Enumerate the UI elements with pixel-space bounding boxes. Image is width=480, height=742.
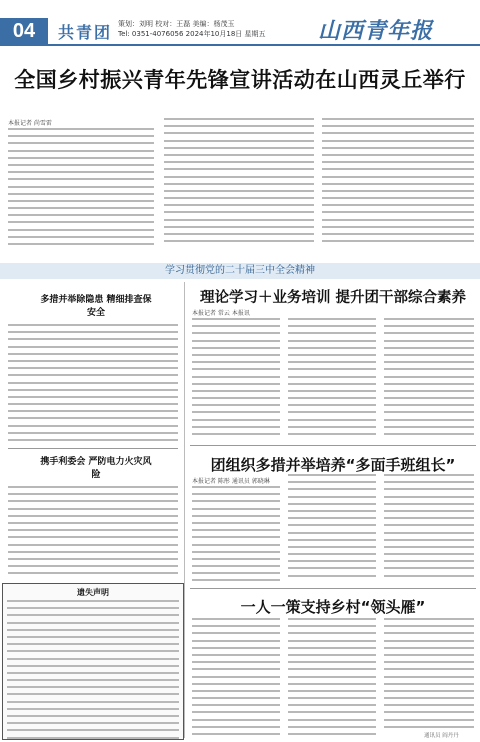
story2-text bbox=[8, 486, 178, 576]
story2-title: 携手利委会 严防电力火灾风险 bbox=[40, 457, 152, 480]
bottom-text-col-2 bbox=[288, 618, 376, 736]
column-divider bbox=[184, 282, 185, 738]
theory-text-col-3 bbox=[384, 318, 474, 440]
bottom-text-col-3 bbox=[384, 618, 474, 728]
lead-text-col-3 bbox=[322, 118, 474, 246]
header-divider bbox=[0, 44, 480, 46]
lead-text-col-1 bbox=[8, 128, 154, 246]
theory-text-col-1 bbox=[192, 318, 280, 440]
theory-headline: 理论学习＋业务培训 提升团干部综合素养 bbox=[199, 290, 467, 306]
notice-title: 遗失声明 bbox=[77, 588, 109, 597]
masthead bbox=[0, 0, 480, 44]
story1-text bbox=[8, 324, 178, 442]
page-number: 04 bbox=[0, 18, 48, 44]
mid-text-col-3 bbox=[384, 474, 474, 582]
mid-text-col-2 bbox=[288, 474, 376, 582]
bottom-separator bbox=[190, 588, 476, 589]
lead-byline: 本报记者 尚雪雷 bbox=[8, 120, 52, 127]
bottom-credit: 通讯员 阎丹丹 bbox=[424, 733, 459, 739]
editor-credits: 策划：刘明 校对：王磊 美编：杨茂玉 bbox=[118, 20, 235, 28]
mid-headline: 团组织多措并举培养“多面手班组长” bbox=[210, 456, 456, 474]
notice-text bbox=[7, 600, 179, 742]
loss-notice-box bbox=[2, 583, 184, 740]
theory-byline: 本报记者 常云 本报讯 bbox=[192, 310, 250, 317]
contact-date: Tel: 0351-4076056 2024年10月18日 星期五 bbox=[118, 30, 266, 38]
mid-separator bbox=[190, 445, 476, 446]
theme-banner: 学习贯彻党的二十届三中全会精神 bbox=[165, 265, 315, 276]
theory-text-col-2 bbox=[288, 318, 376, 440]
lead-headline: 全国乡村振兴青年先锋宣讲活动在山西灵丘举行 bbox=[14, 68, 466, 92]
story-separator bbox=[8, 448, 178, 449]
lead-text-col-2 bbox=[164, 118, 314, 246]
story1-title: 多措并举除隐患 精细排查保安全 bbox=[40, 295, 152, 318]
bottom-headline: 一人一策支持乡村“领头雁” bbox=[240, 598, 426, 616]
mid-byline: 本报记者 陈彤 通讯员 郭晓琳 bbox=[192, 478, 270, 485]
bottom-text-col-1 bbox=[192, 618, 280, 736]
newspaper-logo: 山西青年报 bbox=[318, 18, 434, 44]
mid-text-col-1 bbox=[192, 486, 280, 582]
section-name: 共青团 bbox=[58, 23, 113, 42]
